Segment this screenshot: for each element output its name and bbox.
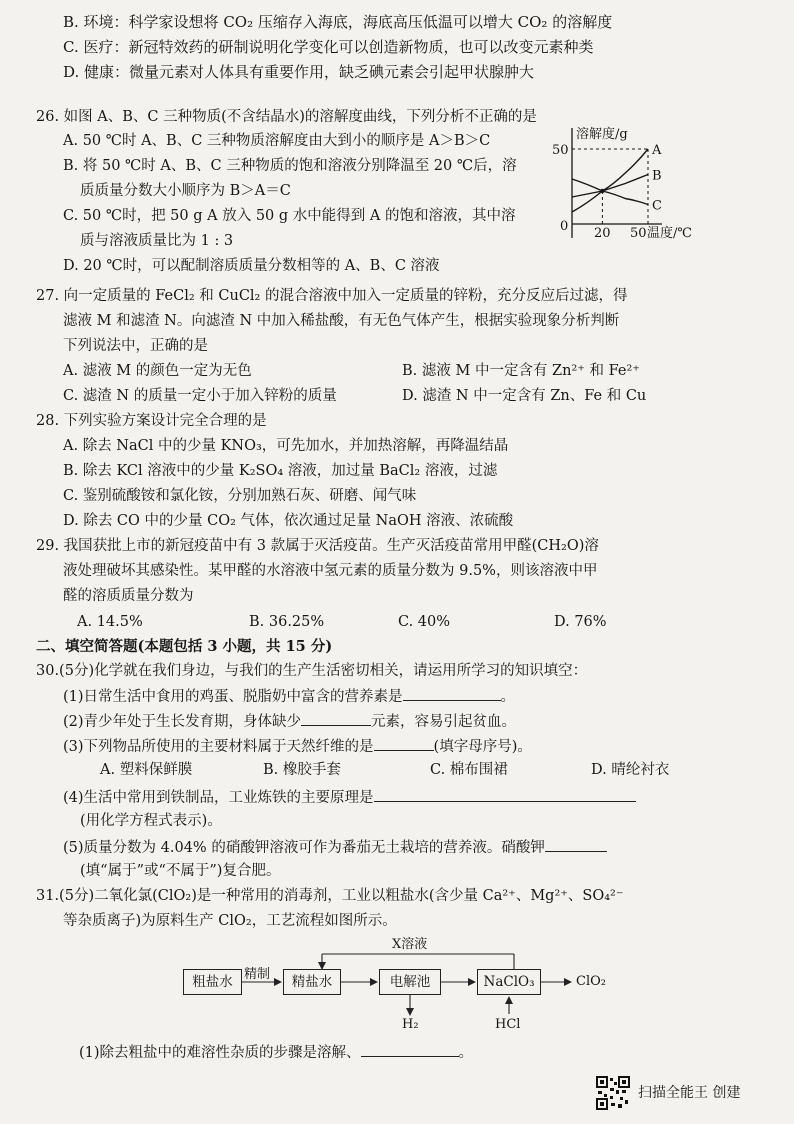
qr-code-icon (596, 1076, 630, 1110)
y-axis-label: 溶解度/g (576, 127, 628, 142)
answer-blank[interactable] (545, 836, 607, 852)
question-29-stem-2: 液处理破坏其感染性。某甲醛的水溶液中氢元素的质量分数为 9.5%，则该溶液中甲 (63, 563, 598, 579)
series-label-c: C (652, 198, 662, 214)
question-30-option-d: D. 晴纶衬衣 (591, 762, 670, 778)
question-27-option-c: C. 滤渣 N 的质量一定小于加入锌粉的质量 (63, 388, 337, 404)
question-31-stem: 31.(5分)二氧化氯(ClO₂)是一种常用的消毒剂，工业以粗盐水(含少量 Ca²⁺、Mg²⁺、SO₄²⁻ (36, 888, 624, 904)
refined-brine-box: 精盐水 (283, 969, 341, 995)
question-27-stem-2: 滤液 M 和滤渣 N。向滤渣 N 中加入稀盐酸，有无色气体产生，根据实验现象分析判断 (63, 313, 620, 329)
part-text: (填字母序号)。 (433, 739, 532, 755)
question-29-stem: 29. 我国获批上市的新冠疫苗中有 3 款属于灭活疫苗。生产灭活疫苗常用甲醛(CH₂O)溶 (36, 538, 599, 554)
question-26-option-b: B. 将 50 ℃时 A、B、C 三种物质的饱和溶液分别降温至 20 ℃后，溶 (63, 158, 517, 174)
answer-blank[interactable] (374, 786, 636, 802)
crude-brine-box: 粗盐水 (183, 969, 242, 995)
question-27-stem: 27. 向一定质量的 FeCl₂ 和 CuCl₂ 的混合溶液中加入一定质量的锌粉，充分反应后过滤，得 (36, 288, 628, 304)
intersection-point (600, 189, 604, 193)
question-26-option-a: A. 50 ℃时 A、B、C 三种物质溶解度由大到小的顺序是 A＞B＞C (63, 133, 491, 149)
answer-blank[interactable] (361, 1041, 459, 1057)
x-tick-label: 20 (594, 226, 611, 241)
question-30-part-1 (63, 685, 515, 707)
question-30-option-b: B. 橡胶手套 (263, 762, 341, 778)
x-solution-label: X溶液 (392, 937, 428, 952)
option-line: D. 健康：微量元素对人体具有重要作用，缺乏碘元素会引起甲状腺肿大 (63, 63, 535, 81)
question-30-part-4 (63, 786, 636, 808)
answer-blank[interactable] (374, 735, 434, 751)
question-30-part-5-cont: (填“属于”或“不属于”)复合肥。 (80, 863, 281, 879)
h2-label: H₂ (402, 1017, 419, 1032)
question-28-option-a: A. 除去 NaCl 中的少量 KNO₃，可先加水，并加热溶解，再降温结晶 (63, 438, 509, 454)
question-26-option-d: D. 20 ℃时，可以配制溶质质量分数相等的 A、B、C 溶液 (63, 258, 440, 274)
part-text: (4)生活中常用到铁制品，工业炼铁的主要原理是 (63, 790, 374, 806)
question-29-option-d: D. 76% (554, 614, 607, 630)
question-27-option-d: D. 滤渣 N 中一定含有 Zn、Fe 和 Cu (402, 388, 647, 404)
answer-blank[interactable] (403, 685, 501, 701)
x-axis-label: 温度/℃ (647, 226, 692, 241)
question-28-option-d: D. 除去 CO 中的少量 CO₂ 气体，依次通过足量 NaOH 溶液、浓硫酸 (63, 513, 514, 529)
watermark-text: 扫描全能王 创建 (638, 1085, 741, 1101)
part-text: (1)除去粗盐中的难溶性杂质的步骤是溶解、 (79, 1045, 361, 1061)
question-30-part-4-cont: (用化学方程式表示)。 (80, 813, 222, 829)
question-30-part-3 (63, 735, 532, 757)
answer-blank[interactable] (301, 710, 371, 726)
question-26-option-c: C. 50 ℃时，把 50 g A 放入 50 g 水中能得到 A 的饱和溶液，其中溶 (63, 208, 516, 224)
naclo3-box: NaClO₃ (477, 969, 541, 995)
question-27-stem-3: 下列说法中，正确的是 (63, 338, 208, 354)
curve-c (572, 179, 648, 205)
part-text: (3)下列物品所使用的主要材料属于天然纤维的是 (63, 739, 374, 755)
solubility-curve-chart (552, 120, 692, 248)
question-31-stem-2: 等杂质离子)为原料生产 ClO₂，工艺流程如图所示。 (63, 913, 397, 929)
question-30-option-a: A. 塑料保鲜膜 (100, 762, 193, 778)
question-31-part-1 (79, 1041, 473, 1063)
section-heading: 二、填空简答题(本题包括 3 小题，共 15 分) (36, 638, 333, 655)
part-text: (5)质量分数为 4.04% 的硝酸钾溶液可作为番茄无土栽培的营养液。硝酸钾 (63, 840, 545, 856)
part-text: (1)日常生活中食用的鸡蛋、脱脂奶中富含的营养素是 (63, 689, 403, 705)
question-28-option-b: B. 除去 KCl 溶液中的少量 K₂SO₄ 溶液，加过量 BaCl₂ 溶液，过滤 (63, 463, 498, 479)
part-text: 元素，容易引起贫血。 (371, 714, 517, 730)
question-27-option-a: A. 滤液 M 的颜色一定为无色 (63, 363, 252, 379)
option-line: C. 医疗：新冠特效药的研制说明化学变化可以创造新物质，也可以改变元素种类 (63, 38, 594, 56)
question-29-option-c: C. 40% (398, 614, 451, 630)
option-line: B. 环境：科学家设想将 CO₂ 压缩存入海底，海底高压低温可以增大 CO₂ 的溶解度 (63, 13, 613, 31)
series-label-b: B (652, 168, 662, 184)
refining-label: 精制 (244, 967, 271, 982)
question-29-option-b: B. 36.25% (249, 614, 325, 630)
question-30-stem: 30.(5分)化学就在我们身边，与我们的生产生活密切相关，请运用所学习的知识填空： (36, 663, 588, 679)
question-30-part-2 (63, 710, 516, 732)
part-text: 。 (458, 1045, 474, 1061)
question-30-part-5 (63, 836, 607, 858)
question-27-option-b: B. 滤液 M 中一定含有 Zn²⁺ 和 Fe²⁺ (402, 363, 640, 379)
question-29-option-a: A. 14.5% (77, 614, 143, 630)
series-label-a: A (652, 143, 662, 158)
question-28-option-c: C. 鉴别硫酸铵和氯化铵，分别加熟石灰、研磨、闻气味 (63, 488, 417, 504)
clo2-product-label: ClO₂ (576, 974, 606, 989)
hcl-label: HCl (495, 1017, 521, 1032)
y-tick-label: 50 (552, 143, 569, 158)
question-26-option-c-cont: 质与溶液质量比为 1 : 3 (80, 233, 234, 249)
electrolytic-cell-box: 电解池 (379, 969, 441, 995)
part-text: 。 (500, 689, 516, 705)
question-29-stem-3: 醛的溶质质量分数为 (63, 588, 194, 604)
question-26-stem: 26. 如图 A、B、C 三种物质(不含结晶水)的溶解度曲线，下列分析不正确的是 (36, 109, 537, 125)
question-30-option-c: C. 棉布围裙 (430, 762, 508, 778)
question-28-stem: 28. 下列实验方案设计完全合理的是 (36, 413, 267, 429)
origin-label: 0 (560, 219, 569, 234)
question-26-option-b-cont: 质质量分数大小顺序为 B＞A＝C (80, 183, 291, 199)
curve-a (572, 149, 648, 212)
part-text: (2)青少年处于生长发育期，身体缺少 (63, 714, 302, 730)
x-tick-label: 50 (630, 226, 647, 241)
